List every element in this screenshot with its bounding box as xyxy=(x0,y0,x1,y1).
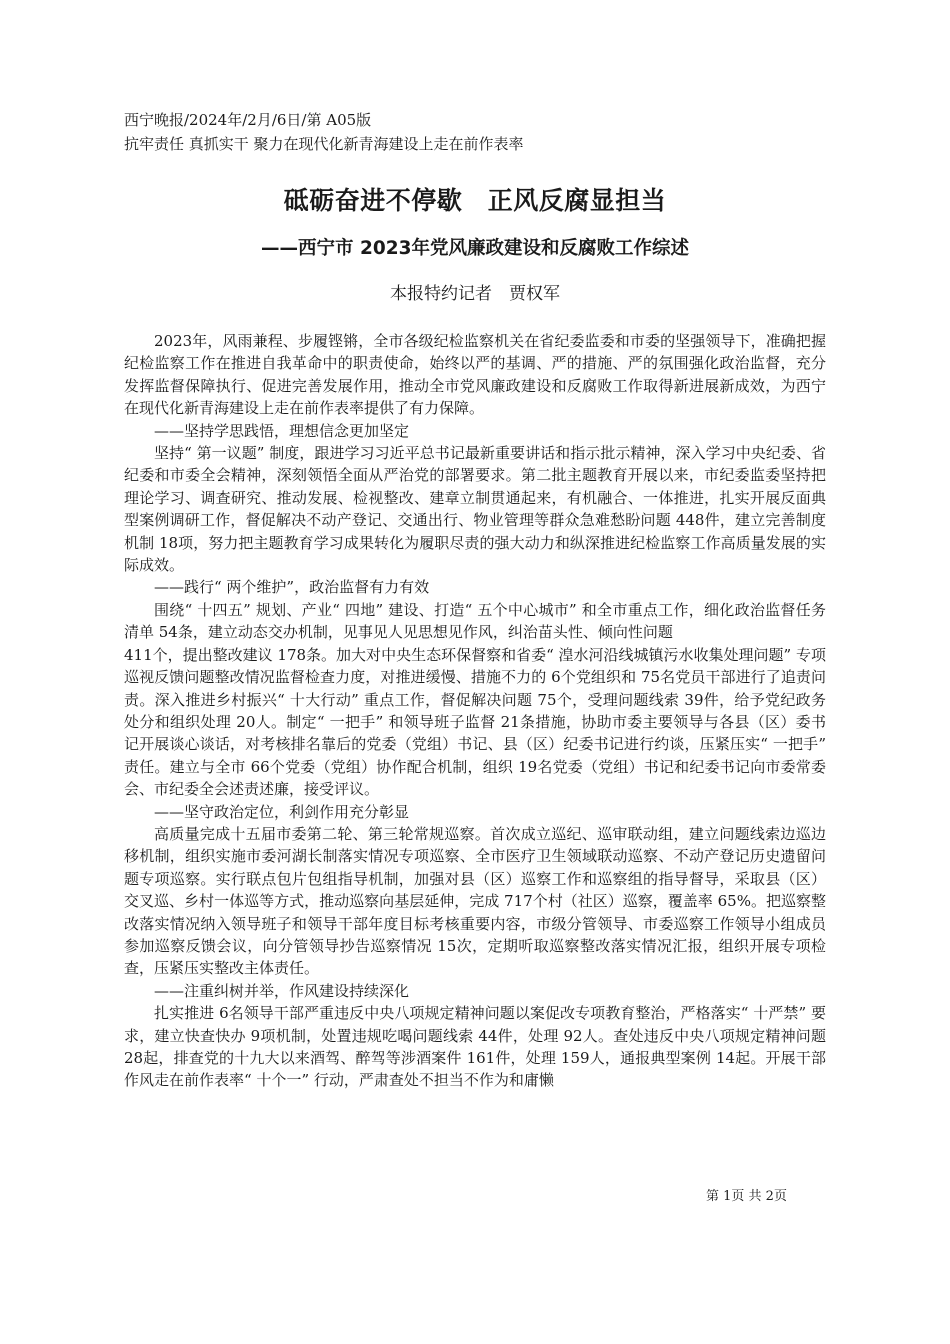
section-heading-3: ——坚守政治定位，利剑作用充分彰显 xyxy=(154,802,410,821)
article-subtitle: ——西宁市 2023年党风廉政建设和反腐败工作综述 xyxy=(261,238,689,259)
intro-paragraph: 2023年，风雨兼程、步履铿锵，全市各级纪检监察机关在省纪委监委和市委的坚强领导下，准确把握纪检监察工作在推进自我革命中的职责使命，始终以严的基调、严的措施、严的氛围强化政治监督，充分发挥监督保障执行、促进完善发展作用，推动全市党风廉政建设和反腐败工作取得新进展新成效，为西宁在现代化新青海建设上走在前作表率提供了有力保障。 xyxy=(124,332,826,418)
section-paragraph-4: 扎实推进 6名领导干部严重违反中央八项规定精神问题以案促改专项教育整治，严格落实“ 十严禁” 要求，建立快查快办 9项机制，处置违规吃喝问题线索 44件，处理 92人。查处违反中央八项规定精神问题 28起，排查党的十九大以来酒驾、醉驾等涉酒案件 161件，处理 159人，通报典型案例 14起。开展干部作风走在前作表率“ 十个一” 行动，严肃查处不担当不作为和庸懒 xyxy=(124,1004,826,1090)
section-paragraph-1: 坚持“ 第一议题” 制度，跟进学习习近平总书记最新重要讲话和指示批示精神，深入学习中央纪委、省纪委和市委全会精神，深刻领悟全面从严治党的部署要求。第二批主题教育开展以来，市纪委监委坚持把理论学习、调查研究、推动发展、检视整改、建章立制贯通起来，有机融合、一体推进，扎实开展反面典型案例调研工作，督促解决不动产登记、交通出行、物业管理等群众急难愁盼问题 448件，建立完善制度机制 18项，努力把主题教育学习成果转化为履职尽责的强大动力和纵深推进纪检监察工作高质量发展的实际成效。 xyxy=(124,444,826,575)
section-heading-4: ——注重纠树并举，作风建设持续深化 xyxy=(154,981,410,1000)
section-heading-1: ——坚持学思践悟，理想信念更加坚定 xyxy=(154,421,410,440)
article-title: 砥砺奋进不停歇 正风反腐显担当 xyxy=(283,186,667,215)
section-paragraph-3: 高质量完成十五届市委第二轮、第三轮常规巡察。首次成立巡纪、巡审联动组，建立问题线索边巡边移机制，组织实施市委河湖长制落实情况专项巡察、全市医疗卫生领域联动巡察、不动产登记历史遗留问题专项巡察。实行联点包片包组指导机制，加强对县（区）巡察工作和巡察组的指导督导，采取县（区）交叉巡、乡村一体巡等方式，推动巡察向基层延伸，完成 717个村（社区）巡察，覆盖率 65%。把巡察整改落实情况纳入领导班子和领导干部年度目标考核重要内容，市级分管领导、市委巡察工作领导小组成员参加巡察反馈会议，向分管领导抄告巡察情况 15次，定期听取巡察整改落实情况汇报，组织开展专项检查，压紧压实整改主体责任。 xyxy=(124,824,826,978)
column-line: 抗牢责任 真抓实干 聚力在现代化新青海建设上走在前作表率 xyxy=(124,135,524,153)
section-paragraph-2-continued: 411个，提出整改建议 178条。加大对中央生态环保督察和省委“ 湟水河沿线城镇污水收集处理问题” 专项巡视反馈问题整改情况监督检查力度，对推进缓慢、措施不力的 6个党组织和 75名党员干部进行了追责问责。深入推进乡村振兴“ 十大行动” 重点工作，督促解决问题 75个，受理问题线索 39件，给予党纪政务处分和组织处理 20人。制定“ 一把手” 和领导班子监督 21条措施，协助市委主要领导与各县（区）委书记开展谈心谈话，对考核排名靠后的党委（党组）书记、县（区）纪委书记进行约谈，压紧压实“ 一把手” 责任。建立与全市 66个党委（党组）协作配合机制，组织 19名党委（党组）书记和纪委书记向市委常委会、市纪委全会述责述廉，接受评议。 xyxy=(124,645,826,799)
section-paragraph-2: 围绕“ 十四五” 规划、产业“ 四地” 建设、打造“ 五个中心城市” 和全市重点工作，细化政治监督任务清单 54条，建立动态交办机制，见事见人见思想见作风，纠治苗头性、倾向性问题 xyxy=(124,600,826,642)
article-body xyxy=(124,330,826,1092)
section-heading-2: ——践行“ 两个维护”，政治监督有力有效 xyxy=(154,578,430,597)
document-page xyxy=(124,108,826,1092)
page-indicator: 第 1页 共 2页 xyxy=(706,1189,787,1204)
source-line: 西宁晚报/2024年/2月/6日/第 A05版 xyxy=(124,111,372,129)
article-byline: 本报特约记者 贾权军 xyxy=(390,284,560,304)
